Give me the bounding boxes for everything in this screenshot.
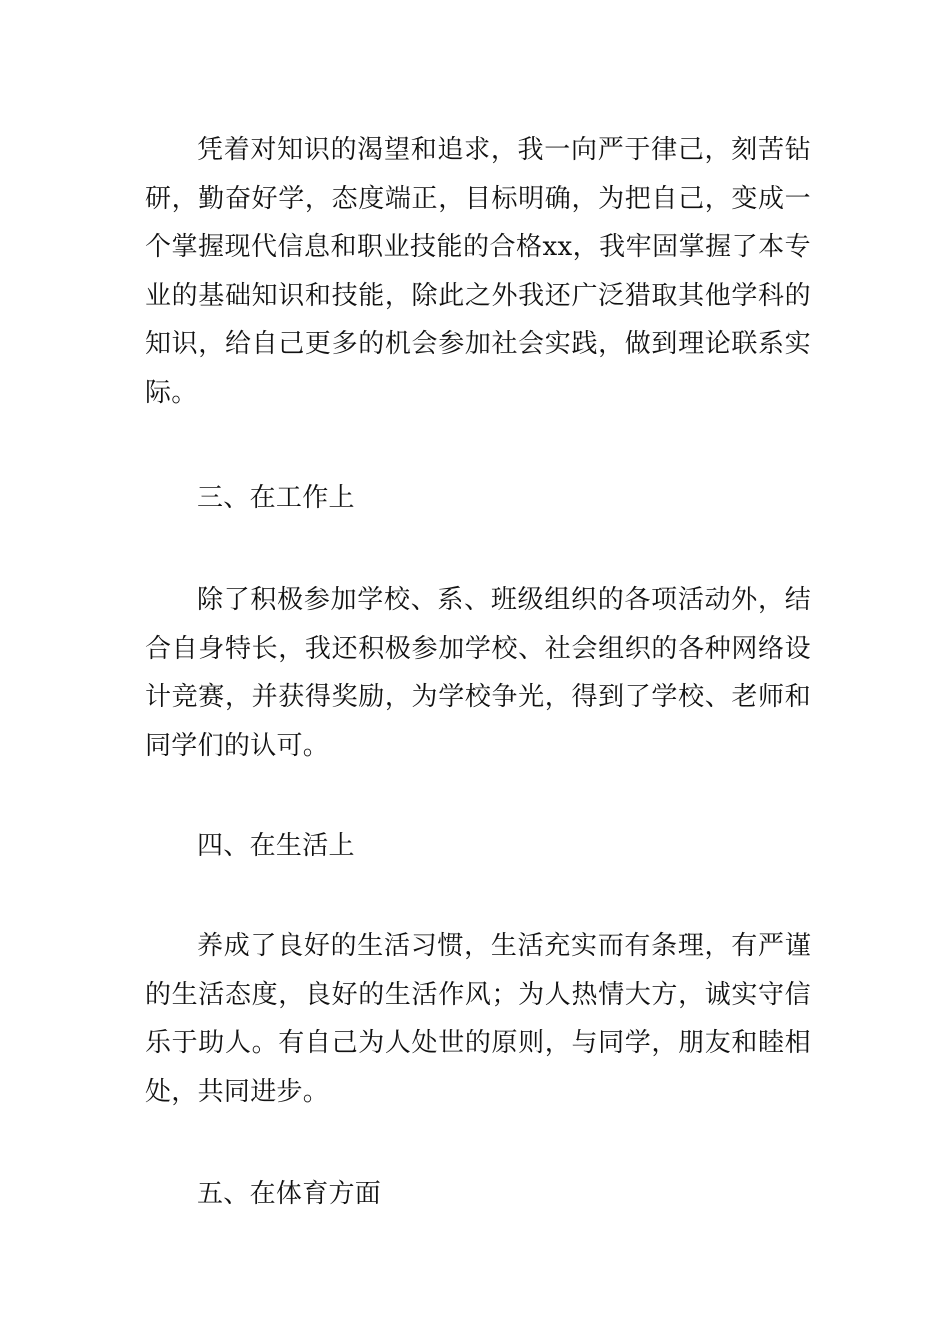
heading-sports: 五、在体育方面 — [197, 1179, 382, 1209]
heading-life: 四、在生活上 — [197, 831, 355, 861]
paragraph-work: 除了积极参加学校、系、班级组织的各项活动外，结合自身特长，我还积极参加学校、社会组织的各种网络设计竞赛，并获得奖励，为学校争光，得到了学校、老师和同学们的认可。 — [145, 585, 811, 761]
heading-work: 三、在工作上 — [197, 483, 355, 513]
paragraph-study-attitude: 凭着对知识的渴望和追求，我一向严于律己，刻苦钻研，勤奋好学，态度端正，目标明确，为把自己，变成一个掌握现代信息和职业技能的合格xx，我牢固掌握了本专业的基础知识和技能，除此之外我还广泛猎取其他学科的知识，给自己更多的机会参加社会实践，做到理论联系实际。 — [145, 135, 811, 408]
paragraph-life: 养成了良好的生活习惯，生活充实而有条理，有严谨的生活态度，良好的生活作风；为人热情大方，诚实守信乐于助人。有自己为人处世的原则，与同学，朋友和睦相处，共同进步。 — [145, 931, 811, 1107]
